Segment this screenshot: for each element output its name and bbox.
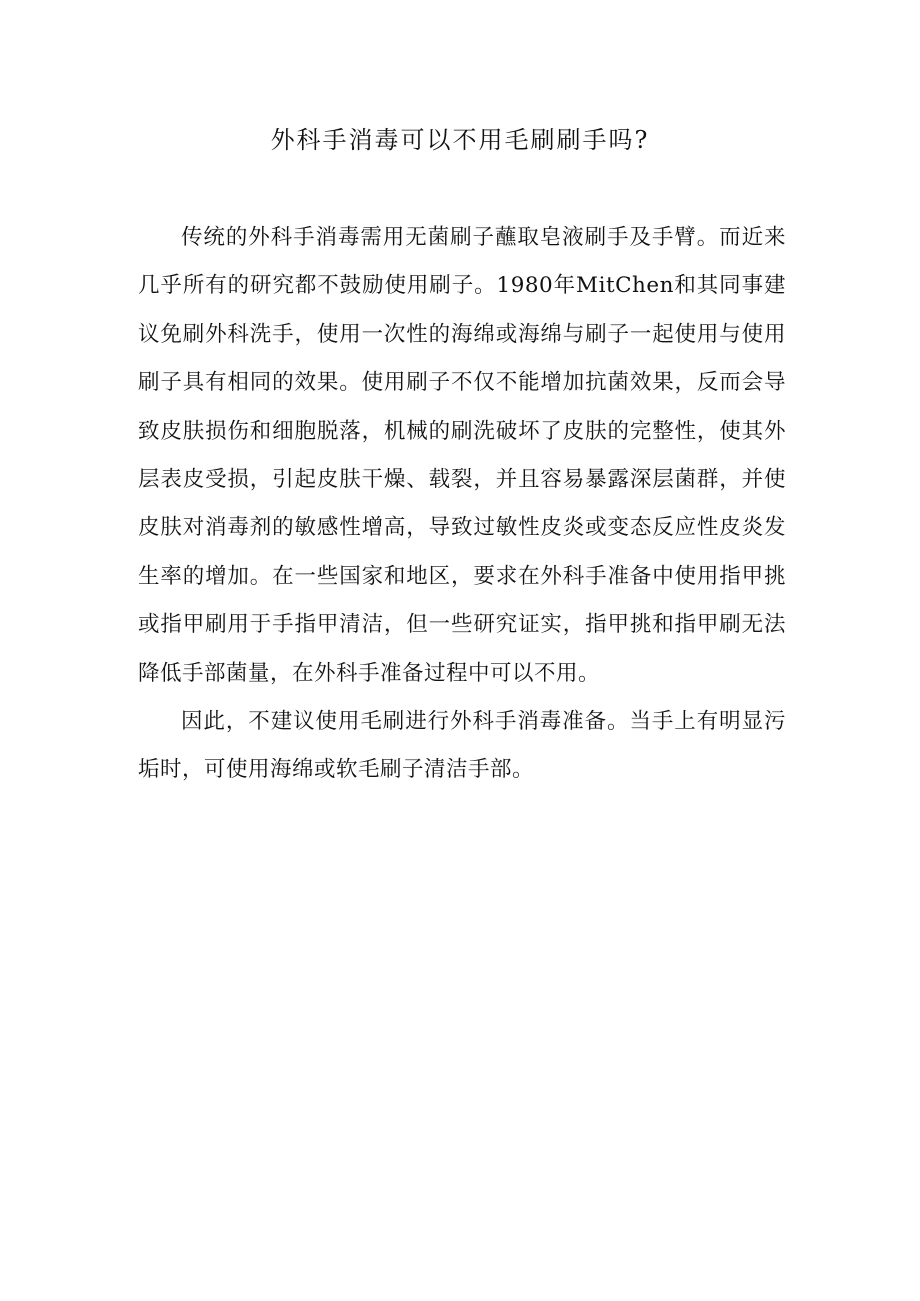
paragraph-1: 传统的外科手消毒需用无菌刷子蘸取皂液刷手及手臂。而近来几乎所有的研究都不鼓励使用刷子。1980年MitChen和其同事建议免刷外科洗手，使用一次性的海绵或海绵与刷子一起使用与使用刷子具有相同的效果。使用刷子不仅不能增加抗菌效果，反而会导致皮肤损伤和细胞脱落，机械的刷洗破坏了皮肤的完整性，使其外层表皮受损，引起皮肤干燥、载裂，并且容易暴露深层菌群，并使皮肤对消毒剂的敏感性增高，导致过敏性皮炎或变态反应性皮炎发生率的增加。在一些国家和地区，要求在外科手准备中使用指甲挑或指甲刷用于手指甲清洁，但一些研究证实，指甲挑和指甲刷无法降低手部菌量，在外科手准备过程中可以不用。 [138,225,786,686]
document-title: 外科手消毒可以不用毛刷刷手吗? [270,126,650,154]
paragraph-2: 因此，不建议使用毛刷进行外科手消毒准备。当手上有明显污垢时，可使用海绵或软毛刷子清洁手部。 [138,709,786,783]
document-body [138,214,786,795]
